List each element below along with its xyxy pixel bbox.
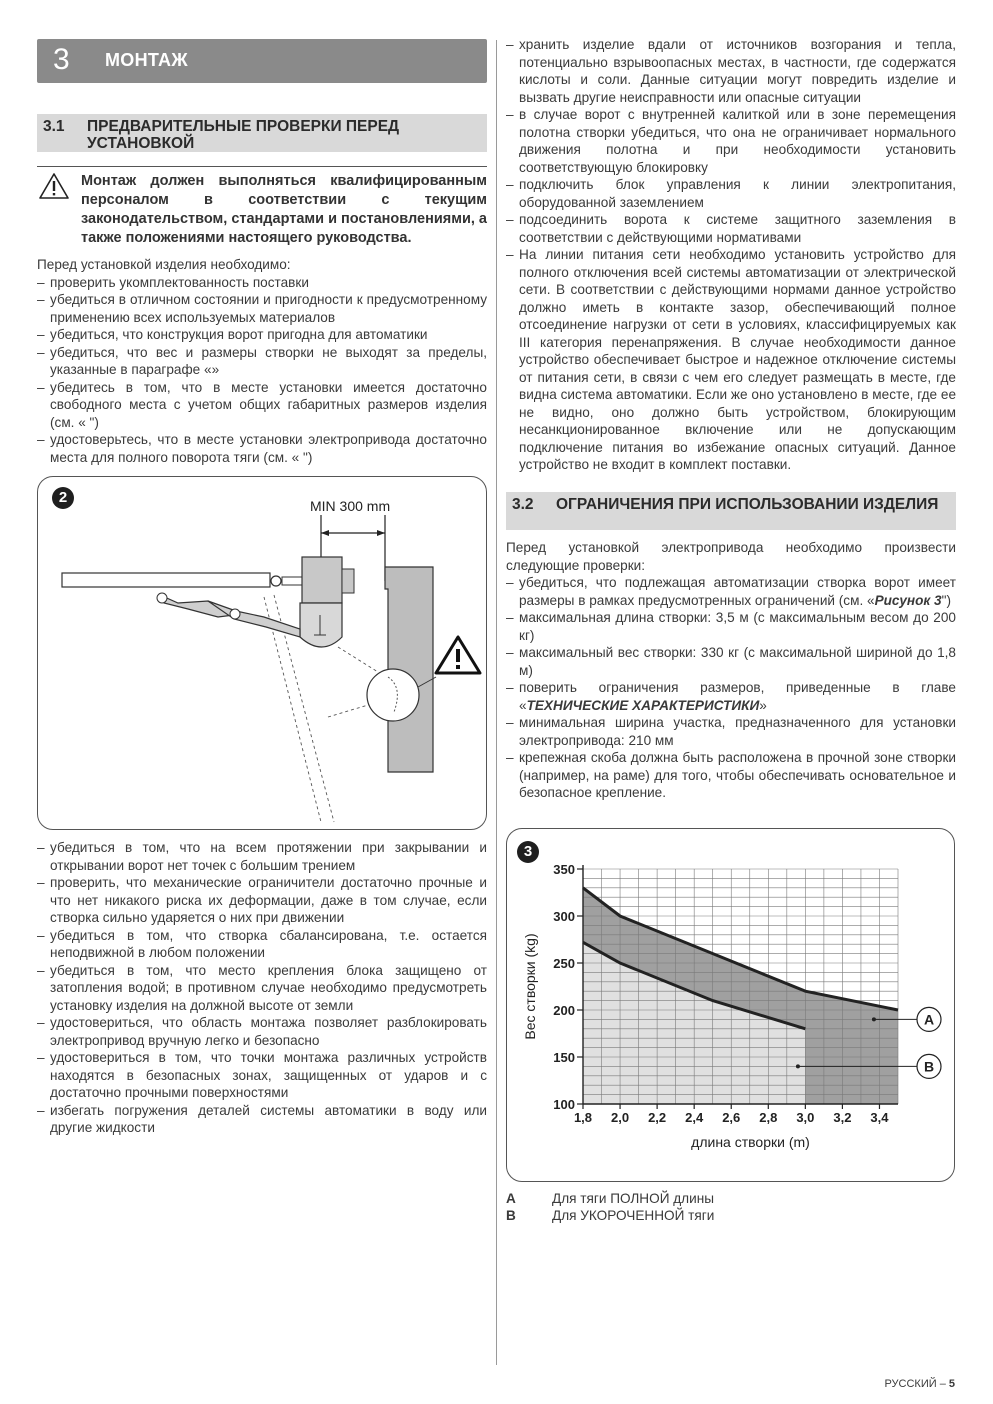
section-rule xyxy=(37,166,487,167)
y-axis-label: Вес створки (kg) xyxy=(522,933,538,1040)
legend-label: Для УКОРОЧЕННОЙ тяги xyxy=(552,1208,715,1223)
y-tick-label: 200 xyxy=(553,1003,575,1018)
x-tick-label: 2,6 xyxy=(722,1110,741,1125)
column-divider xyxy=(496,40,497,1365)
figure-badge: 3 xyxy=(517,841,539,863)
warning-block xyxy=(37,172,487,252)
x-tick-label: 2,2 xyxy=(648,1110,667,1125)
callout-label: B xyxy=(923,1058,935,1075)
list-item: – крепежная скоба должна быть расположена в прочной зоне створки (например, на раме) для того, чтобы обеспечивать основательное и безопасное крепление. xyxy=(506,750,956,800)
list-item: – проверить, что механические ограничители достаточно прочные и что нет никакого риска их деформации, даже в том случае, если створка сильно ударяется о них при движении xyxy=(37,875,487,925)
warning-text: Монтаж должен выполняться квалифицированным персоналом в соответствии с текущим законодательством, стандартами и постановлениями, а также положениями настоящего руководства. xyxy=(81,173,487,246)
x-tick-label: 2,0 xyxy=(611,1110,630,1125)
y-tick-label: 250 xyxy=(553,956,575,971)
list-item: – убедиться в том, что место крепления блока защищено от затопления водой; в противном случае необходимо предусмотреть установку изделия на должной высоте от земли xyxy=(37,962,487,1013)
list-item: – убедиться в отличном состоянии и пригодности к предусмотренному применению всех используемых материалов xyxy=(37,292,487,325)
x-tick-label: 3,2 xyxy=(833,1110,852,1125)
checklist-right xyxy=(506,36,956,474)
chapter-number: 3 xyxy=(53,43,70,76)
list-item: – поверить ограничения размеров, приведенные в главе «ТЕХНИЧЕСКИЕ ХАРАКТЕРИСТИКИ» xyxy=(506,680,956,713)
warning-icon xyxy=(38,172,70,205)
x-tick-label: 1,8 xyxy=(573,1110,593,1125)
legend-label: Для тяги ПОЛНОЙ длины xyxy=(552,1191,714,1206)
usage-limits-list xyxy=(506,539,956,802)
checklist-before-install xyxy=(37,256,487,466)
list-item: – удостовериться, что область монтажа позволяет разблокировать электропривод вручную легко и безопасно xyxy=(37,1015,487,1048)
list-item: – убедиться в том, что створка сбалансирована, т.е. остается неподвижной в любом положении xyxy=(37,927,487,960)
legend-row xyxy=(506,1208,806,1225)
list-item: – подсоединить ворота к системе защитного заземления в соответствии с действующими нормативами xyxy=(506,212,956,245)
section-number: 3.1 xyxy=(43,118,65,135)
list-item: – удостоверьтесь, что в месте установки электропривода достаточно места для полного поворота тяги (см. « ") xyxy=(37,432,487,465)
section-3-2-header xyxy=(506,492,956,530)
chapter-reference: ТЕХНИЧЕСКИЕ ХАРАКТЕРИСТИКИ xyxy=(526,697,760,713)
list-item: – убедитесь в том, что в месте установки имеется достаточно свободного места с учетом общих габаритных размеров изделия (см. « ") xyxy=(37,379,487,430)
list-item: – подключить блок управления к линии электропитания, оборудованной заземлением xyxy=(506,177,956,210)
y-tick-label: 300 xyxy=(553,909,575,924)
list-item: – в случае ворот с внутренней калиткой или в зоне перемещения полотна створки убедиться, что она не ограничивает нормального движения полотна и при необходимости установить соответствующую блокировку xyxy=(506,107,956,175)
y-tick-label: 150 xyxy=(553,1050,575,1065)
figure-badge: 2 xyxy=(52,487,74,509)
weight-length-chart xyxy=(507,829,954,1181)
figure-2 xyxy=(37,476,487,830)
chapter-title: МОНТАЖ xyxy=(105,50,188,70)
footer-language: РУССКИЙ xyxy=(884,1378,937,1390)
x-tick-label: 2,8 xyxy=(759,1110,778,1125)
dimension-label: MIN 300 mm xyxy=(310,498,391,514)
x-tick-label: 2,4 xyxy=(685,1110,704,1125)
chart-legend xyxy=(506,1191,806,1225)
figure-reference: Рисунок 3 xyxy=(874,592,942,608)
list-item: – На линии питания сети необходимо установить устройство для полного отключения всей системы автоматизации от электрической сети. В соответствии с действующими нормами данное устройство должно иметь в контакте зазор, обеспечивающий полное отсоединение нагрузки от сети в условиях, классифицируемых как III категория перенапряжения. В случае необходимости данное устройство обеспечивает быстрое и надежное отключение системы от питания сети, в связи с чем его следует размещать в месте, где видна система автоматики. Если же оно установлено в месте, где ее не видно, оно должно быть устройством, блокирующим несанкционированное включение или не допускающим подключение питания во избежание опасных ситуаций. Данное устройство не входит в комплект поставки. xyxy=(506,247,956,472)
page-number: 5 xyxy=(948,1378,955,1390)
list-item: – убедиться, что подлежащая автоматизации створка ворот имеет размеры в рамках предусмотренных ограничений (см. «Рисунок 3") xyxy=(506,575,956,608)
list-item: – убедиться, что конструкция ворот пригодна для автоматики xyxy=(37,327,428,342)
section-3-1-header xyxy=(37,114,487,152)
list-item: – удостовериться в том, что точки монтажа различных устройств находятся в безопасных зонах, защищенных от ударов и с достаточно прочными поверхностями xyxy=(37,1050,487,1100)
legend-row xyxy=(506,1191,806,1208)
checklist-continued xyxy=(37,839,487,1137)
page-footer: РУССКИЙ – 5 xyxy=(884,1378,955,1390)
chapter-header xyxy=(37,39,487,83)
list-item: – минимальная ширина участка, предназначенного для установки электропривода: 210 мм xyxy=(506,715,956,748)
section-number: 3.2 xyxy=(512,496,534,513)
legend-key: B xyxy=(506,1208,516,1223)
legend-key: A xyxy=(506,1191,516,1206)
x-axis-label: длина створки (m) xyxy=(691,1134,810,1150)
x-tick-label: 3,0 xyxy=(796,1110,815,1125)
section-title: ПРЕДВАРИТЕЛЬНЫЕ ПРОВЕРКИ ПЕРЕД УСТАНОВКОЙ xyxy=(87,118,400,152)
callout-label: A xyxy=(923,1011,935,1028)
intro-text: Перед установкой электропривода необходимо произвести следующие проверки: xyxy=(506,540,956,573)
y-tick-label: 100 xyxy=(553,1097,575,1112)
list-item: – проверить укомплектованность поставки xyxy=(37,274,309,290)
list-item: – избегать погружения деталей системы автоматики в воду или другие жидкости xyxy=(37,1102,487,1135)
list-item: – максимальная длина створки: 3,5 м (с максимальным весом до 200 кг) xyxy=(506,610,956,643)
section-title: ОГРАНИЧЕНИЯ ПРИ ИСПОЛЬЗОВАНИИ ИЗДЕЛИЯ xyxy=(556,496,939,513)
y-tick-label: 350 xyxy=(553,862,575,877)
list-item: – хранить изделие вдали от источников возгорания и тепла, потенциально взрывоопасных местах, в частности, где содержатся кислоты и соли. Данные ситуации могут повредить изделие и вызвать другие неисправности или опасные ситуации xyxy=(506,37,956,105)
figure-3 xyxy=(506,828,955,1182)
list-item: – убедиться в том, что на всем протяжении при закрывании и открывании ворот нет точек с большим трением xyxy=(37,840,487,873)
intro-text: Перед установкой изделия необходимо: xyxy=(37,257,291,272)
installation-drawing xyxy=(38,477,486,829)
list-item: – убедиться, что вес и размеры створки не выходят за пределы, указанные в параграфе «» xyxy=(37,344,487,377)
x-tick-label: 3,4 xyxy=(870,1110,889,1125)
list-item: – максимальный вес створки: 330 кг (с максимальной шириной до 1,8 м) xyxy=(506,645,956,678)
